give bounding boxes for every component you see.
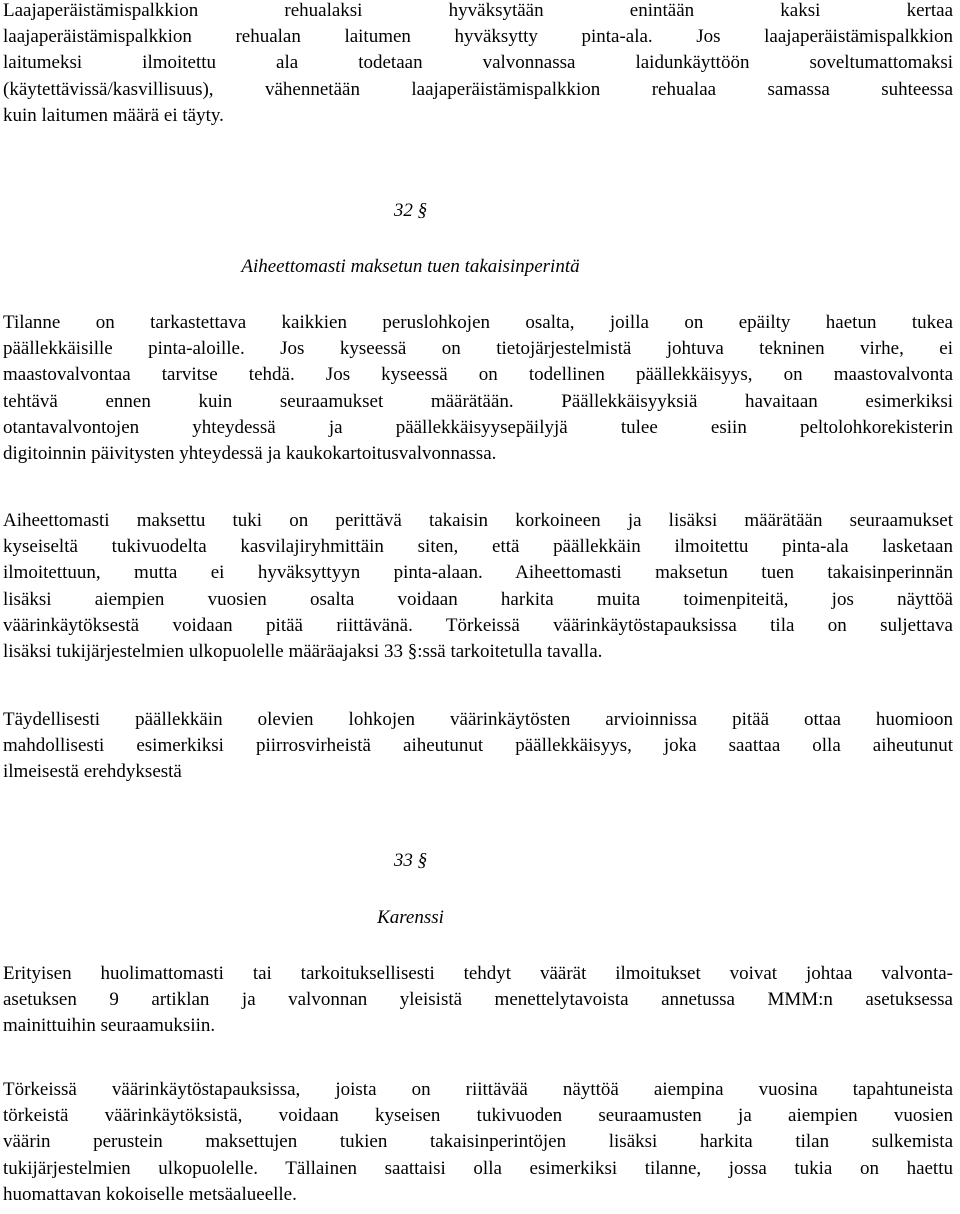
text-line: ilmeisestä erehdyksestä <box>3 761 182 783</box>
section-32-paragraph-1 <box>3 310 953 467</box>
section-33-title: Karenssi <box>377 907 444 928</box>
text-line: lisäksi aiempien vuosien osalta voidaan harkita muita toimenpiteitä, jos näyttöä <box>3 588 953 610</box>
text-line: Erityisen huolimattomasti tai tarkoituksellisesti tehdyt väärät ilmoitukset voivat johtaa valvonta- <box>3 963 953 984</box>
text-line: Aiheettomasti maksettu tuki on perittävä takaisin korkoineen ja lisäksi määrätään seuraamukset <box>3 510 953 531</box>
text-line: huomattavan kokoiselle metsäalueelle. <box>3 1183 297 1205</box>
section-32-paragraph-2 <box>3 508 953 665</box>
text-line: törkeistä väärinkäytöksistä, voidaan kyseisen tukivuoden seuraamusten ja aiempien vuosien <box>3 1105 953 1127</box>
text-line: mahdollisesti esimerkiksi piirrosvirheistä aiheutunut päällekkäisyys, joka saattaa olla aiheutunut <box>3 735 953 757</box>
text-line: tukijärjestelmien ulkopuolelle. Tällainen saattaisi olla esimerkiksi tilanne, jossa tukia on haettu <box>3 1157 953 1179</box>
intro-paragraph <box>3 0 953 129</box>
text-line: maastovalvontaa tarvitse tehdä. Jos kyseessä on todellinen päällekkäisyys, on maastovalvonta <box>3 364 953 386</box>
text-line: laajaperäistämispalkkion rehualan laitumen hyväksytty pinta-ala. Jos laajaperäistämispalkkion <box>3 26 953 48</box>
text-line: kyseiseltä tukivuodelta kasvilajiryhmittäin siten, että päällekkäin ilmoitettu pinta-ala lasketaan <box>3 536 953 558</box>
text-line: otantavalvontojen yhteydessä ja päällekkäisyysepäilyjä tulee esiin peltolohkorekisterin <box>3 416 953 438</box>
text-line: (käytettävissä/kasvillisuus), vähennetään laajaperäistämispalkkion rehualaa samassa suhteessa <box>3 78 953 100</box>
text-line: Tilanne on tarkastettava kaikkien peruslohkojen osalta, joilla on epäilty haetun tukea <box>3 312 953 333</box>
section-32-paragraph-3 <box>3 707 953 786</box>
text-line: Täydellisesti päällekkäin olevien lohkojen väärinkäytösten arvioinnissa pitää ottaa huomioon <box>3 709 953 730</box>
text-line: päällekkäisille pinta-aloille. Jos kyseessä on tietojärjestelmistä johtuva tekninen virhe, ei <box>3 338 953 360</box>
text-line: tehtävä ennen kuin seuraamukset määrätään. Päällekkäisyyksiä havaitaan esimerkiksi <box>3 390 953 412</box>
text-line: Laajaperäistämispalkkion rehualaksi hyväksytään enintään kaksi kertaa <box>3 0 953 21</box>
text-line: kuin laitumen määrä ei täyty. <box>3 104 224 126</box>
text-line: asetuksen 9 artiklan ja valvonnan yleisistä menettelytavoista annetussa MMM:n asetuksessa <box>3 989 953 1011</box>
text-line: digitoinnin päivitysten yhteydessä ja kaukokartoitusvalvonnassa. <box>3 443 497 465</box>
text-line: väärin perustein maksettujen tukien takaisinperintöjen lisäksi harkita tilan sulkemista <box>3 1131 953 1153</box>
section-32-number: 32 § <box>393 200 428 221</box>
section-33-paragraph-1 <box>3 961 953 1040</box>
section-33-number: 33 § <box>393 850 428 871</box>
section-32-title: Aiheettomasti maksetun tuen takaisinperintä <box>241 256 580 277</box>
text-line: väärinkäytöksestä voidaan pitää riittävänä. Törkeissä väärinkäytöstapauksissa tila on suljettava <box>3 614 953 636</box>
section-33-paragraph-2 <box>3 1077 953 1208</box>
text-line: Törkeissä väärinkäytöstapauksissa, joista on riittävää näyttöä aiempina vuosina tapahtuneista <box>3 1079 953 1100</box>
text-line: mainittuihin seuraamuksiin. <box>3 1015 216 1037</box>
text-line: laitumeksi ilmoitettu ala todetaan valvonnassa laidunkäyttöön soveltumattomaksi <box>3 52 953 74</box>
text-line: lisäksi tukijärjestelmien ulkopuolelle määräajaksi 33 §:ssä tarkoitetulla tavalla. <box>3 641 603 663</box>
text-line: ilmoitettuun, mutta ei hyväksyttyyn pinta-alaan. Aiheettomasti maksetun tuen takaisinperinnän <box>3 562 953 584</box>
